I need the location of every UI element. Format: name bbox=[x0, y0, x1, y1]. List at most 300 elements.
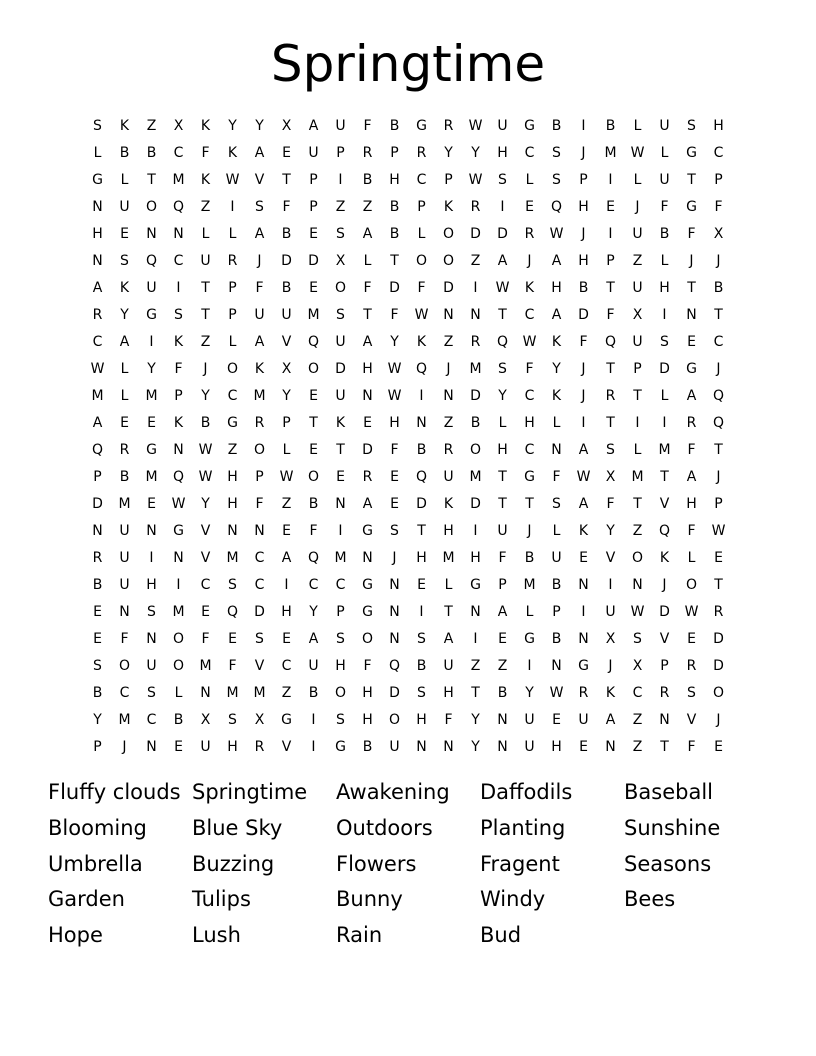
grid-cell[interactable]: D bbox=[713, 658, 724, 674]
grid-cell[interactable]: H bbox=[497, 442, 508, 458]
grid-cell[interactable]: N bbox=[470, 307, 481, 323]
grid-cell[interactable]: A bbox=[443, 631, 454, 647]
grid-cell[interactable]: E bbox=[282, 631, 291, 647]
grid-cell[interactable]: M bbox=[145, 388, 158, 404]
grid-cell[interactable]: C bbox=[524, 145, 535, 161]
grid-cell[interactable]: L bbox=[660, 253, 669, 269]
grid-cell[interactable]: R bbox=[659, 685, 670, 701]
grid-cell[interactable]: D bbox=[416, 496, 427, 512]
grid-cell[interactable]: N bbox=[146, 226, 157, 242]
grid-cell[interactable]: N bbox=[389, 604, 400, 620]
grid-cell[interactable]: L bbox=[120, 388, 129, 404]
grid-cell[interactable]: A bbox=[254, 145, 265, 161]
grid-cell[interactable]: N bbox=[173, 442, 184, 458]
grid-cell[interactable]: A bbox=[362, 226, 373, 242]
grid-cell[interactable]: P bbox=[228, 307, 237, 323]
grid-cell[interactable]: Z bbox=[470, 253, 481, 269]
grid-cell[interactable]: F bbox=[687, 739, 696, 755]
grid-cell[interactable]: A bbox=[281, 550, 292, 566]
grid-cell[interactable]: G bbox=[686, 145, 697, 161]
grid-cell[interactable]: T bbox=[714, 577, 723, 593]
grid-cell[interactable]: Q bbox=[307, 334, 320, 350]
grid-cell[interactable]: V bbox=[254, 658, 265, 674]
grid-cell[interactable]: M bbox=[118, 496, 131, 512]
grid-cell[interactable]: E bbox=[714, 550, 723, 566]
grid-cell[interactable]: L bbox=[552, 415, 561, 431]
grid-cell[interactable]: U bbox=[119, 550, 130, 566]
grid-cell[interactable]: I bbox=[419, 604, 424, 620]
grid-cell[interactable]: A bbox=[92, 415, 103, 431]
grid-cell[interactable]: V bbox=[686, 712, 697, 728]
grid-cell[interactable]: P bbox=[444, 172, 453, 188]
grid-cell[interactable]: Y bbox=[552, 361, 561, 377]
grid-cell[interactable]: J bbox=[446, 361, 451, 377]
grid-cell[interactable]: C bbox=[524, 307, 535, 323]
grid-cell[interactable]: H bbox=[443, 685, 454, 701]
grid-cell[interactable]: N bbox=[416, 415, 427, 431]
grid-cell[interactable]: P bbox=[498, 577, 507, 593]
grid-cell[interactable]: E bbox=[282, 145, 291, 161]
grid-cell[interactable]: Q bbox=[415, 469, 428, 485]
grid-cell[interactable]: U bbox=[632, 226, 643, 242]
grid-cell[interactable]: T bbox=[417, 523, 426, 539]
grid-cell[interactable]: F bbox=[363, 118, 372, 134]
grid-cell[interactable]: F bbox=[417, 280, 426, 296]
grid-cell[interactable]: C bbox=[200, 577, 211, 593]
grid-cell[interactable]: O bbox=[631, 550, 644, 566]
grid-cell[interactable]: N bbox=[92, 253, 103, 269]
grid-cell[interactable]: U bbox=[659, 118, 670, 134]
grid-cell[interactable]: V bbox=[281, 739, 292, 755]
grid-cell[interactable]: U bbox=[335, 334, 346, 350]
grid-cell[interactable]: U bbox=[551, 550, 562, 566]
grid-cell[interactable]: L bbox=[228, 334, 237, 350]
grid-cell[interactable]: U bbox=[632, 280, 643, 296]
grid-cell[interactable]: L bbox=[633, 118, 642, 134]
grid-cell[interactable]: T bbox=[363, 307, 372, 323]
grid-cell[interactable]: F bbox=[660, 199, 669, 215]
grid-cell[interactable]: B bbox=[497, 685, 508, 701]
grid-cell[interactable]: B bbox=[578, 280, 589, 296]
grid-cell[interactable]: L bbox=[687, 550, 696, 566]
grid-cell[interactable]: P bbox=[579, 172, 588, 188]
grid-cell[interactable]: T bbox=[201, 280, 210, 296]
grid-cell[interactable]: N bbox=[578, 631, 589, 647]
grid-cell[interactable]: O bbox=[334, 685, 347, 701]
grid-cell[interactable]: G bbox=[524, 118, 535, 134]
grid-cell[interactable]: F bbox=[687, 442, 696, 458]
grid-cell[interactable]: D bbox=[578, 307, 589, 323]
grid-cell[interactable]: G bbox=[362, 604, 373, 620]
grid-cell[interactable]: D bbox=[497, 226, 508, 242]
grid-cell[interactable]: T bbox=[633, 388, 642, 404]
grid-cell[interactable]: J bbox=[257, 253, 262, 269]
grid-cell[interactable]: H bbox=[146, 577, 157, 593]
grid-cell[interactable]: W bbox=[171, 496, 186, 512]
grid-cell[interactable]: G bbox=[524, 631, 535, 647]
grid-cell[interactable]: V bbox=[254, 172, 265, 188]
grid-cell[interactable]: D bbox=[659, 604, 670, 620]
grid-cell[interactable]: A bbox=[254, 226, 265, 242]
grid-cell[interactable]: L bbox=[93, 145, 102, 161]
grid-cell[interactable]: X bbox=[632, 307, 643, 323]
grid-cell[interactable]: N bbox=[92, 199, 103, 215]
grid-cell[interactable]: Y bbox=[444, 145, 453, 161]
grid-cell[interactable]: R bbox=[119, 442, 130, 458]
grid-cell[interactable]: F bbox=[606, 307, 615, 323]
grid-cell[interactable]: F bbox=[201, 631, 210, 647]
grid-cell[interactable]: I bbox=[230, 199, 235, 215]
grid-cell[interactable]: C bbox=[254, 577, 265, 593]
grid-cell[interactable]: L bbox=[525, 604, 534, 620]
grid-cell[interactable]: S bbox=[390, 523, 399, 539]
grid-cell[interactable]: U bbox=[281, 307, 292, 323]
grid-cell[interactable]: M bbox=[469, 469, 482, 485]
grid-cell[interactable]: H bbox=[92, 226, 103, 242]
grid-cell[interactable]: E bbox=[120, 415, 129, 431]
grid-cell[interactable]: B bbox=[470, 415, 481, 431]
grid-cell[interactable]: N bbox=[389, 631, 400, 647]
grid-cell[interactable]: O bbox=[118, 658, 131, 674]
grid-cell[interactable]: M bbox=[442, 550, 455, 566]
grid-cell[interactable]: N bbox=[146, 631, 157, 647]
grid-cell[interactable]: U bbox=[335, 388, 346, 404]
grid-cell[interactable]: D bbox=[389, 280, 400, 296]
grid-cell[interactable]: Y bbox=[93, 712, 102, 728]
grid-cell[interactable]: I bbox=[662, 415, 667, 431]
grid-cell[interactable]: U bbox=[443, 469, 454, 485]
grid-cell[interactable]: E bbox=[309, 280, 318, 296]
grid-cell[interactable]: C bbox=[254, 550, 265, 566]
grid-cell[interactable]: Q bbox=[172, 199, 185, 215]
grid-cell[interactable]: C bbox=[524, 388, 535, 404]
grid-cell[interactable]: I bbox=[149, 550, 154, 566]
grid-cell[interactable]: B bbox=[551, 631, 562, 647]
grid-cell[interactable]: N bbox=[146, 523, 157, 539]
grid-cell[interactable]: S bbox=[552, 172, 561, 188]
grid-cell[interactable]: T bbox=[201, 307, 210, 323]
grid-cell[interactable]: Y bbox=[147, 361, 156, 377]
grid-cell[interactable]: Y bbox=[606, 523, 615, 539]
grid-cell[interactable]: I bbox=[581, 604, 586, 620]
grid-cell[interactable]: M bbox=[253, 685, 266, 701]
grid-cell[interactable]: G bbox=[470, 577, 481, 593]
grid-cell[interactable]: U bbox=[335, 118, 346, 134]
grid-cell[interactable]: W bbox=[198, 442, 213, 458]
grid-cell[interactable]: R bbox=[362, 469, 373, 485]
grid-cell[interactable]: J bbox=[581, 361, 586, 377]
grid-cell[interactable]: I bbox=[176, 577, 181, 593]
grid-cell[interactable]: W bbox=[279, 469, 294, 485]
grid-cell[interactable]: N bbox=[605, 739, 616, 755]
grid-cell[interactable]: S bbox=[255, 199, 264, 215]
grid-cell[interactable]: A bbox=[686, 388, 697, 404]
grid-cell[interactable]: E bbox=[714, 739, 723, 755]
grid-cell[interactable]: I bbox=[608, 172, 613, 188]
grid-cell[interactable]: E bbox=[309, 388, 318, 404]
grid-cell[interactable]: P bbox=[93, 469, 102, 485]
grid-cell[interactable]: K bbox=[578, 523, 589, 539]
grid-cell[interactable]: G bbox=[173, 523, 184, 539]
grid-cell[interactable]: N bbox=[551, 658, 562, 674]
grid-cell[interactable]: Q bbox=[415, 361, 428, 377]
grid-cell[interactable]: B bbox=[551, 577, 562, 593]
grid-cell[interactable]: B bbox=[524, 550, 535, 566]
grid-cell[interactable]: C bbox=[92, 334, 103, 350]
grid-cell[interactable]: O bbox=[145, 199, 158, 215]
grid-cell[interactable]: W bbox=[90, 361, 105, 377]
grid-cell[interactable]: T bbox=[660, 739, 669, 755]
grid-cell[interactable]: B bbox=[146, 145, 157, 161]
grid-cell[interactable]: E bbox=[606, 199, 615, 215]
grid-cell[interactable]: G bbox=[146, 307, 157, 323]
grid-cell[interactable]: T bbox=[390, 253, 399, 269]
grid-cell[interactable]: J bbox=[635, 199, 640, 215]
grid-cell[interactable]: M bbox=[226, 685, 239, 701]
grid-cell[interactable]: N bbox=[173, 226, 184, 242]
grid-cell[interactable]: M bbox=[118, 712, 131, 728]
grid-cell[interactable]: B bbox=[551, 118, 562, 134]
grid-cell[interactable]: O bbox=[469, 442, 482, 458]
grid-cell[interactable]: X bbox=[281, 361, 292, 377]
grid-cell[interactable]: Y bbox=[309, 604, 318, 620]
grid-cell[interactable]: R bbox=[362, 145, 373, 161]
grid-cell[interactable]: G bbox=[92, 172, 103, 188]
grid-cell[interactable]: P bbox=[93, 739, 102, 755]
grid-cell[interactable]: I bbox=[419, 388, 424, 404]
grid-cell[interactable]: U bbox=[146, 658, 157, 674]
grid-cell[interactable]: G bbox=[281, 712, 292, 728]
grid-cell[interactable]: O bbox=[253, 442, 266, 458]
grid-cell[interactable]: Z bbox=[470, 658, 481, 674]
grid-cell[interactable]: H bbox=[659, 280, 670, 296]
grid-cell[interactable]: H bbox=[686, 496, 697, 512]
grid-cell[interactable]: T bbox=[282, 172, 291, 188]
grid-cell[interactable]: S bbox=[552, 145, 561, 161]
grid-cell[interactable]: V bbox=[605, 550, 616, 566]
grid-cell[interactable]: S bbox=[147, 685, 156, 701]
grid-cell[interactable]: A bbox=[686, 469, 697, 485]
grid-cell[interactable]: F bbox=[363, 280, 372, 296]
grid-cell[interactable]: L bbox=[660, 145, 669, 161]
grid-cell[interactable]: B bbox=[119, 145, 130, 161]
grid-cell[interactable]: S bbox=[633, 631, 642, 647]
grid-cell[interactable]: N bbox=[119, 604, 130, 620]
grid-cell[interactable]: M bbox=[523, 577, 536, 593]
grid-cell[interactable]: B bbox=[605, 118, 616, 134]
grid-cell[interactable]: H bbox=[416, 712, 427, 728]
grid-cell[interactable]: Y bbox=[471, 145, 480, 161]
grid-cell[interactable]: H bbox=[497, 145, 508, 161]
grid-cell[interactable]: S bbox=[336, 631, 345, 647]
grid-cell[interactable]: Z bbox=[146, 118, 157, 134]
grid-cell[interactable]: I bbox=[608, 577, 613, 593]
grid-cell[interactable]: A bbox=[362, 334, 373, 350]
grid-cell[interactable]: T bbox=[147, 172, 156, 188]
grid-cell[interactable]: L bbox=[120, 172, 129, 188]
grid-cell[interactable]: B bbox=[362, 172, 373, 188]
grid-cell[interactable]: R bbox=[686, 658, 697, 674]
grid-cell[interactable]: C bbox=[119, 685, 130, 701]
grid-cell[interactable]: U bbox=[308, 658, 319, 674]
grid-cell[interactable]: A bbox=[92, 280, 103, 296]
grid-cell[interactable]: P bbox=[633, 361, 642, 377]
grid-cell[interactable]: H bbox=[362, 361, 373, 377]
grid-cell[interactable]: U bbox=[605, 604, 616, 620]
grid-cell[interactable]: D bbox=[713, 631, 724, 647]
grid-cell[interactable]: N bbox=[200, 685, 211, 701]
grid-cell[interactable]: Y bbox=[282, 388, 291, 404]
grid-cell[interactable]: A bbox=[362, 496, 373, 512]
grid-cell[interactable]: O bbox=[388, 712, 401, 728]
grid-cell[interactable]: O bbox=[442, 226, 455, 242]
grid-cell[interactable]: A bbox=[497, 253, 508, 269]
grid-cell[interactable]: G bbox=[416, 118, 427, 134]
grid-cell[interactable]: N bbox=[254, 523, 265, 539]
grid-cell[interactable]: R bbox=[443, 442, 454, 458]
grid-cell[interactable]: L bbox=[201, 226, 210, 242]
grid-cell[interactable]: J bbox=[527, 253, 532, 269]
grid-cell[interactable]: A bbox=[308, 631, 319, 647]
grid-cell[interactable]: H bbox=[470, 550, 481, 566]
grid-cell[interactable]: K bbox=[173, 334, 184, 350]
grid-cell[interactable]: Z bbox=[632, 712, 643, 728]
grid-cell[interactable]: B bbox=[281, 226, 292, 242]
grid-cell[interactable]: H bbox=[362, 685, 373, 701]
grid-cell[interactable]: C bbox=[713, 334, 724, 350]
grid-cell[interactable]: W bbox=[549, 685, 564, 701]
grid-cell[interactable]: M bbox=[253, 388, 266, 404]
grid-cell[interactable]: B bbox=[389, 118, 400, 134]
grid-cell[interactable]: S bbox=[228, 712, 237, 728]
grid-cell[interactable]: E bbox=[336, 469, 345, 485]
grid-cell[interactable]: Y bbox=[498, 388, 507, 404]
grid-cell[interactable]: Z bbox=[200, 199, 211, 215]
grid-cell[interactable]: M bbox=[604, 145, 617, 161]
grid-cell[interactable]: H bbox=[335, 658, 346, 674]
grid-cell[interactable]: N bbox=[92, 523, 103, 539]
grid-cell[interactable]: O bbox=[712, 685, 725, 701]
grid-cell[interactable]: Z bbox=[443, 334, 454, 350]
grid-cell[interactable]: G bbox=[686, 199, 697, 215]
grid-cell[interactable]: H bbox=[524, 415, 535, 431]
grid-cell[interactable]: N bbox=[659, 712, 670, 728]
grid-cell[interactable]: R bbox=[686, 415, 697, 431]
grid-cell[interactable]: P bbox=[282, 415, 291, 431]
grid-cell[interactable]: F bbox=[444, 712, 453, 728]
grid-cell[interactable]: K bbox=[605, 685, 616, 701]
grid-cell[interactable]: Q bbox=[496, 334, 509, 350]
grid-cell[interactable]: N bbox=[227, 523, 238, 539]
grid-cell[interactable]: L bbox=[552, 523, 561, 539]
grid-cell[interactable]: A bbox=[578, 442, 589, 458]
grid-cell[interactable]: A bbox=[254, 334, 265, 350]
grid-cell[interactable]: B bbox=[389, 226, 400, 242]
grid-cell[interactable]: R bbox=[470, 199, 481, 215]
grid-cell[interactable]: P bbox=[309, 172, 318, 188]
grid-cell[interactable]: F bbox=[390, 307, 399, 323]
grid-cell[interactable]: J bbox=[203, 361, 208, 377]
grid-cell[interactable]: J bbox=[662, 577, 667, 593]
grid-cell[interactable]: K bbox=[227, 145, 238, 161]
grid-cell[interactable]: J bbox=[527, 523, 532, 539]
grid-cell[interactable]: A bbox=[605, 712, 616, 728]
grid-cell[interactable]: E bbox=[93, 604, 102, 620]
grid-cell[interactable]: E bbox=[417, 577, 426, 593]
grid-cell[interactable]: R bbox=[92, 307, 103, 323]
grid-cell[interactable]: T bbox=[309, 415, 318, 431]
grid-cell[interactable]: I bbox=[581, 415, 586, 431]
grid-cell[interactable]: T bbox=[606, 361, 615, 377]
grid-cell[interactable]: F bbox=[255, 496, 264, 512]
grid-cell[interactable]: M bbox=[145, 469, 158, 485]
grid-cell[interactable]: F bbox=[309, 523, 318, 539]
grid-cell[interactable]: G bbox=[362, 523, 373, 539]
grid-cell[interactable]: D bbox=[362, 442, 373, 458]
grid-cell[interactable]: U bbox=[578, 712, 589, 728]
grid-cell[interactable]: U bbox=[200, 253, 211, 269]
grid-cell[interactable]: Y bbox=[255, 118, 264, 134]
grid-cell[interactable]: O bbox=[307, 469, 320, 485]
grid-cell[interactable]: Z bbox=[632, 523, 643, 539]
grid-cell[interactable]: S bbox=[687, 685, 696, 701]
grid-cell[interactable]: W bbox=[198, 469, 213, 485]
grid-cell[interactable]: M bbox=[631, 469, 644, 485]
grid-cell[interactable]: O bbox=[442, 253, 455, 269]
grid-cell[interactable]: W bbox=[711, 523, 726, 539]
grid-cell[interactable]: B bbox=[92, 685, 103, 701]
grid-cell[interactable]: V bbox=[659, 631, 670, 647]
grid-cell[interactable]: B bbox=[281, 280, 292, 296]
grid-cell[interactable]: V bbox=[200, 550, 211, 566]
grid-cell[interactable]: X bbox=[281, 118, 292, 134]
grid-cell[interactable]: H bbox=[416, 550, 427, 566]
grid-cell[interactable]: B bbox=[308, 685, 319, 701]
grid-cell[interactable]: N bbox=[416, 739, 427, 755]
grid-cell[interactable]: L bbox=[444, 577, 453, 593]
grid-cell[interactable]: E bbox=[309, 226, 318, 242]
grid-cell[interactable]: E bbox=[552, 712, 561, 728]
grid-cell[interactable]: P bbox=[552, 604, 561, 620]
grid-cell[interactable]: N bbox=[443, 307, 454, 323]
grid-cell[interactable]: S bbox=[552, 496, 561, 512]
grid-cell[interactable]: P bbox=[714, 172, 723, 188]
grid-cell[interactable]: F bbox=[687, 226, 696, 242]
grid-cell[interactable]: S bbox=[93, 118, 102, 134]
grid-cell[interactable]: W bbox=[522, 334, 537, 350]
grid-cell[interactable]: U bbox=[497, 118, 508, 134]
grid-cell[interactable]: Q bbox=[307, 550, 320, 566]
grid-cell[interactable]: T bbox=[606, 415, 615, 431]
grid-cell[interactable]: J bbox=[581, 145, 586, 161]
grid-cell[interactable]: D bbox=[443, 280, 454, 296]
grid-cell[interactable]: S bbox=[660, 334, 669, 350]
grid-cell[interactable]: O bbox=[226, 361, 239, 377]
grid-cell[interactable]: L bbox=[660, 388, 669, 404]
grid-cell[interactable]: T bbox=[498, 469, 507, 485]
grid-cell[interactable]: Q bbox=[226, 604, 239, 620]
grid-cell[interactable]: M bbox=[469, 361, 482, 377]
grid-cell[interactable]: B bbox=[659, 226, 670, 242]
grid-cell[interactable]: L bbox=[525, 172, 534, 188]
grid-cell[interactable]: H bbox=[362, 712, 373, 728]
grid-cell[interactable]: S bbox=[93, 658, 102, 674]
grid-cell[interactable]: T bbox=[660, 469, 669, 485]
grid-cell[interactable]: Z bbox=[281, 496, 292, 512]
grid-cell[interactable]: R bbox=[605, 388, 616, 404]
grid-cell[interactable]: X bbox=[200, 712, 211, 728]
grid-cell[interactable]: K bbox=[173, 415, 184, 431]
